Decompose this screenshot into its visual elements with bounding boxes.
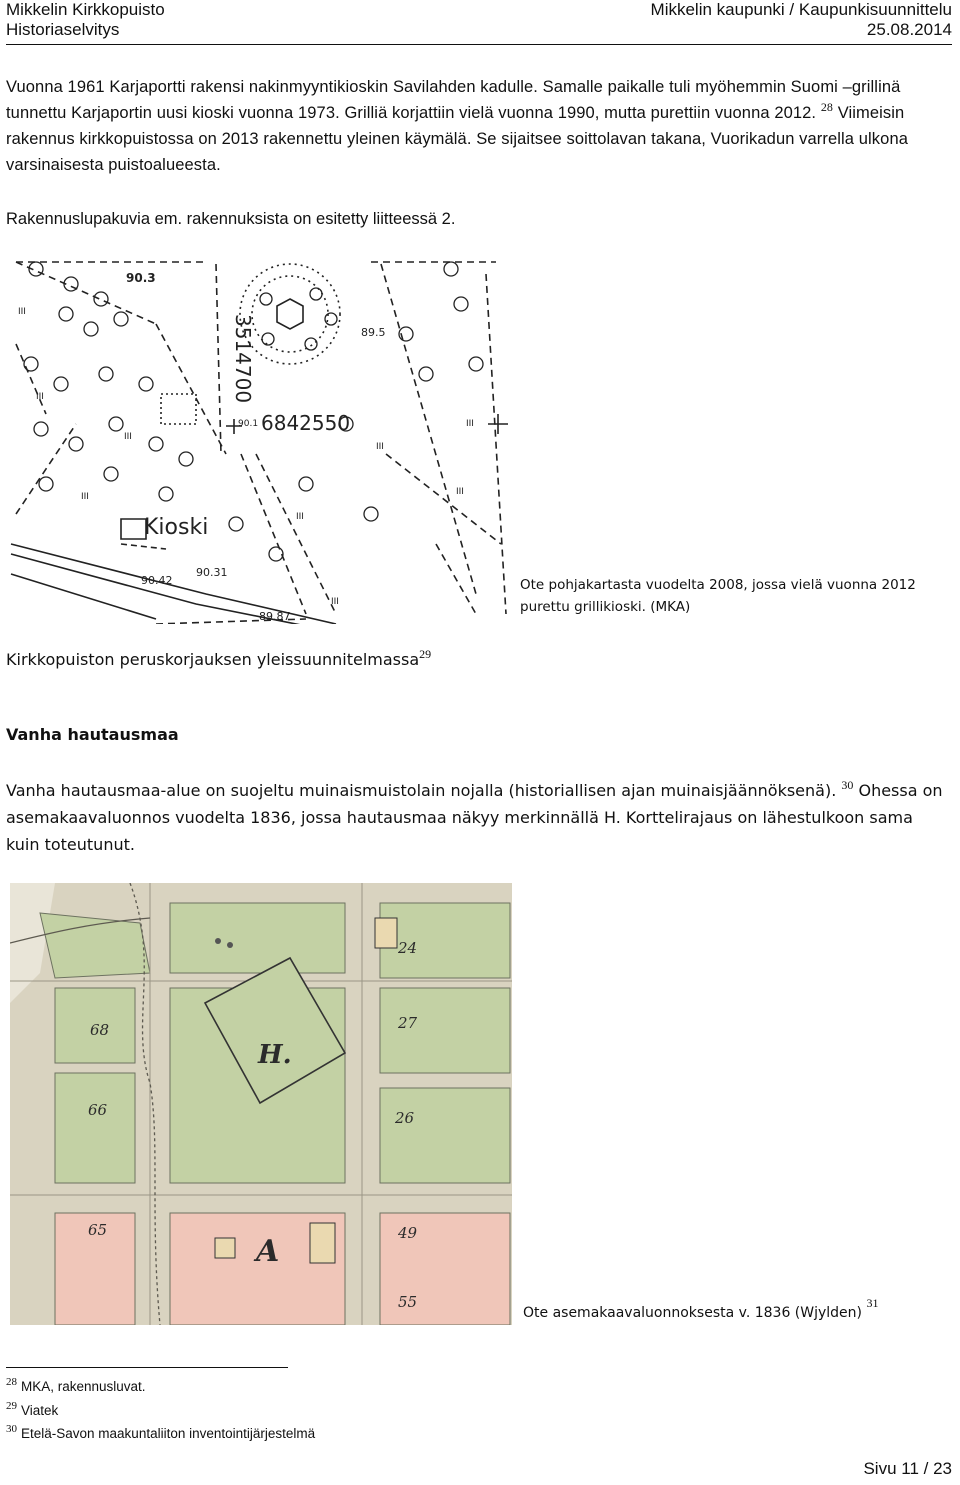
map2-label-26: 26 (395, 1109, 415, 1127)
map1-label-9031: 90.31 (196, 566, 228, 579)
header-divider (6, 44, 952, 45)
header-organization: Mikkelin kaupunki / Kaupunkisuunnittelu (650, 0, 952, 19)
svg-text:III: III (18, 307, 26, 317)
footnote-29: $^{29}$ Viatek (6, 1400, 59, 1418)
svg-text:III: III (456, 487, 464, 497)
map2-label-49: 49 (398, 1224, 418, 1242)
svg-text:III: III (81, 492, 89, 502)
footnote-divider (6, 1367, 288, 1368)
footnote-30: $^{30}$ Etelä-Savon maakuntaliiton inventointijärjestelmä (6, 1423, 316, 1441)
map2-label-27: 27 (398, 1014, 418, 1032)
svg-text:III: III (124, 432, 132, 442)
map1-label-9042: 90.42 (141, 574, 173, 587)
footnote-ref-28: 28 (820, 100, 834, 114)
map2-label-24: 24 (398, 939, 418, 957)
map2-label-55: 55 (398, 1293, 418, 1311)
map1-caption: Ote pohjakartasta vuodelta 2008, jossa vielä vuonna 2012 purettu grillikioski. (MKA) (520, 577, 916, 615)
map1-label-895: 89.5 (361, 326, 386, 339)
svg-text:III: III (296, 512, 304, 522)
permits-note: Rakennuslupakuvia em. rakennuksista on esitetty liitteessä 2. (6, 210, 456, 228)
section-paragraph: Vanha hautausmaa-alue on suojeltu muinaismuistolain nojalla (historiallisen ajan muinaisjäännöksenä). $^{30}$ Ohessa on asemakaavaluonnos vuodelta 1836, jossa hautausmaa näkyy merkinnällä H. Korttelirajaus on lähestulkoon sama kuin toteutunut. (6, 778, 943, 854)
footnote-28: $^{28}$ MKA, rakennusluvat. (6, 1376, 146, 1394)
svg-text:III: III (36, 392, 44, 402)
footnote-ref-31: 31 (866, 1296, 879, 1310)
header-date: 25.08.2014 (866, 20, 952, 39)
section-heading: Vanha hautausmaa (6, 725, 179, 744)
map1-label-kioski: Kioski (144, 515, 209, 540)
plan-heading: Kirkkopuiston peruskorjauksen yleissuunnitelmassa$^{29}$ (6, 647, 432, 669)
map2-label-65: 65 (88, 1221, 108, 1239)
svg-text:III: III (331, 597, 339, 607)
map1-label-8987: 89.87 (259, 610, 291, 623)
header-subtitle: Historiaselvitys (6, 20, 120, 39)
intro-paragraph: Vuonna 1961 Karjaportti rakensi nakinmyyntikioskin Savilahden kadulle. Samalle paikalle tuli myöhemmin Suomi –grillinä tunnettu Karjaportin uusi kioski vuonna 1973. Grilliä korjattiin vielä vuonna 1990, mutta purettiin vuonna 2012. $^{28}$ Viimeisin rakennus kirkkopuistossa on 2013 rakennettu yleinen käymälä. Se sijaitsee soittolavan takana, Vuorikadun varrella ulkona varsinaisesta puistoalueesta. (6, 78, 908, 174)
town-plan-1836 (10, 883, 512, 1325)
svg-text:III: III (376, 442, 384, 452)
map1-label-vertical: 3514700 (231, 314, 255, 404)
map1-label-horizontal: 6842550 (261, 411, 351, 435)
base-map-2008 (6, 254, 512, 624)
map1-label-901: 90.1 (238, 419, 259, 429)
map1-label-903: 90.3 (126, 271, 156, 285)
map2-caption: Ote asemakaavaluonnoksesta v. 1836 (Wjylden) $^{31}$ (523, 1296, 879, 1321)
map2-label-66: 66 (88, 1101, 108, 1119)
footnote-ref-30: 30 (841, 778, 854, 792)
map2-label-a: A (256, 1234, 280, 1269)
page-header (6, 0, 952, 40)
header-title: Mikkelin Kirkkopuisto (6, 0, 165, 19)
page-number: Sivu 11 / 23 (863, 1459, 952, 1478)
svg-text:III: III (466, 419, 474, 429)
map2-label-68: 68 (90, 1021, 110, 1039)
map2-label-h: H. (258, 1040, 292, 1070)
footnote-ref-29: 29 (419, 647, 432, 661)
